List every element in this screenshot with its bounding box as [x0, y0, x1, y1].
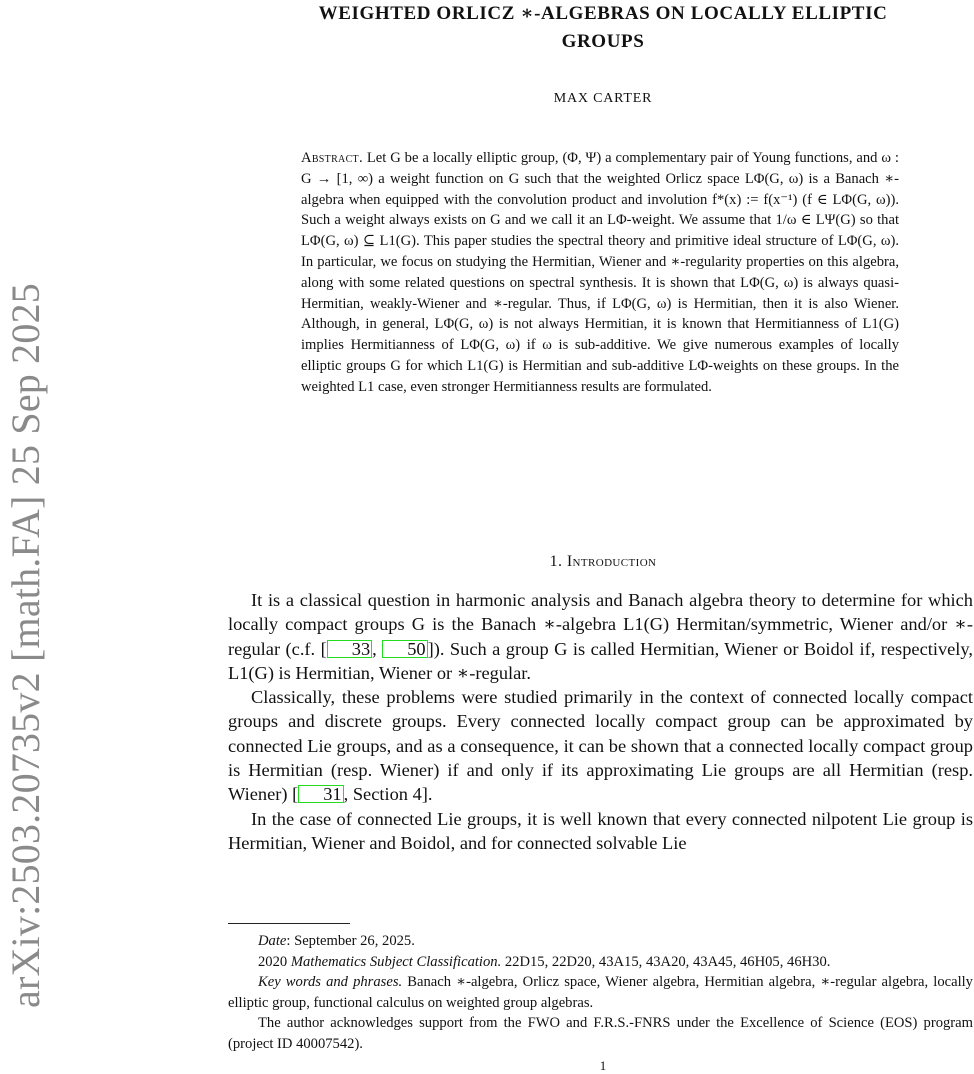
footnote-rule	[228, 923, 350, 924]
paragraph-1: It is a classical question in harmonic analysis and Banach algebra theory to determine for which locally compact groups G is the Banach ∗-algebra L1(G) Hermitan/symmetric, Wiener and/or ∗-regular (c.f. [ 33 , 50 ]). Such a group G is called Hermitian, Wiener or Boidol if, respectively, L1(G) is Hermitian, Wiener or ∗-regular.	[228, 590, 974, 683]
footnote-acknowledgement: The author acknowledges support from the FWO and F.R.S.-FNRS under the Excellence of Science (EOS) program (project ID 40007542).	[228, 1015, 973, 1052]
footnote-label: Mathematics Subject Classification.	[290, 953, 502, 970]
footnote-keywords	[228, 972, 973, 1013]
section-heading	[232, 553, 974, 571]
citation-link-31[interactable]: 31	[298, 785, 343, 803]
author-name: MAX CARTER	[553, 91, 653, 106]
section-number: 1.	[549, 553, 563, 570]
footnote-value: 22D15, 22D20, 43A15, 43A20, 43A45, 46H05, 46H30.	[504, 953, 831, 970]
paragraph-text: ]). Such a group G is called Hermitian, Wiener or Boidol if, respectively, L1(G) is Hermitian, Wiener or ∗-regular.	[228, 638, 974, 683]
arxiv-watermark: arXiv:2503.20735v2 [math.FA] 25 Sep 2025	[3, 283, 48, 1008]
paragraph-2	[228, 685, 973, 806]
citation-link-33[interactable]: 33	[327, 640, 372, 658]
footnote-label: Key words and phrases.	[258, 974, 403, 990]
paragraph-text: It is a classical question in harmonic analysis and Banach algebra theory to determine for which locally compact groups G is the Banach ∗-algebra L1(G) Hermitan/symmetric, Wiener and/or ∗-regular (c.f. [	[228, 590, 973, 659]
paragraph-text: , Section 4].	[343, 784, 433, 805]
footnote-value: Banach ∗-algebra, Orlicz space, Wiener algebra, Hermitian algebra, ∗-regular algebra, locally elliptic group, functional calculus on weighted group algebras.	[228, 974, 973, 1011]
title-line-2: GROUPS	[561, 31, 645, 52]
footnote-value: : September 26, 2025.	[286, 933, 415, 949]
abstract	[301, 148, 899, 398]
footnote-label: Date	[258, 933, 287, 949]
body-text	[228, 588, 973, 855]
citation-link-50[interactable]: 50	[382, 640, 427, 658]
paragraph-text: Classically, these problems were studied primarily in the context of connected locally compact groups and discrete groups. Every connected locally compact group can be approximated by connected Lie groups, and as a consequence, it can be shown that a connected locally compact group is Hermitian (resp. Wiener) if and only if its approximating Lie groups are all Hermitian (resp. Wiener) [	[228, 687, 973, 805]
footnote-msc	[228, 952, 973, 973]
title-line-1: WEIGHTED ORLICZ ∗-ALGEBRAS ON LOCALLY ELLIPTIC	[318, 3, 888, 24]
section-title: Introduction	[566, 553, 657, 570]
footnote-year: 2020	[258, 953, 288, 970]
paragraph-3: In the case of connected Lie groups, it is well known that every connected nilpotent Lie group is Hermitian, Wiener and Boidol, and for connected solvable Lie	[228, 808, 973, 853]
abstract-text: Let G be a locally elliptic group, (Φ, Ψ) a complementary pair of Young functions, and ω : G → [1, ∞) a weight function on G such that the weighted Orlicz space LΦ(G, ω) is a Banach ∗-algebra when equipped with the convolution product and involution f*(x) := f(x⁻¹) (f ∈ LΦ(G, ω)). Such a weight always exists on G and we call it an LΦ-weight. We assume that 1/ω ∈ LΨ(G) so that LΦ(G, ω) ⊆ L1(G). This paper studies the spectral theory and primitive ideal structure of LΦ(G, ω). In particular, we focus on studying the Hermitian, Wiener and ∗-regularity properties on this algebra, along with some related questions on spectral synthesis. It is shown that LΦ(G, ω) is always quasi-Hermitian, weakly-Wiener and ∗-regular. Thus, if LΦ(G, ω) is Hermitian, then it is also Wiener. Although, in general, LΦ(G, ω) is not always Hermitian, it is known that Hermitianness of L1(G) implies Hermitianness of LΦ(G, ω) if ω is sub-additive. We give numerous examples of locally elliptic groups G for which L1(G) is Hermitian and sub-additive LΦ-weights on these groups. In the weighted L1 case, even stronger Hermitianness results are formulated.	[301, 150, 899, 395]
abstract-label: Abstract.	[301, 150, 363, 166]
footnotes	[228, 931, 973, 1054]
paper-title	[232, 0, 974, 56]
footnote-date	[228, 931, 973, 952]
page-number: 1	[599, 1058, 607, 1073]
